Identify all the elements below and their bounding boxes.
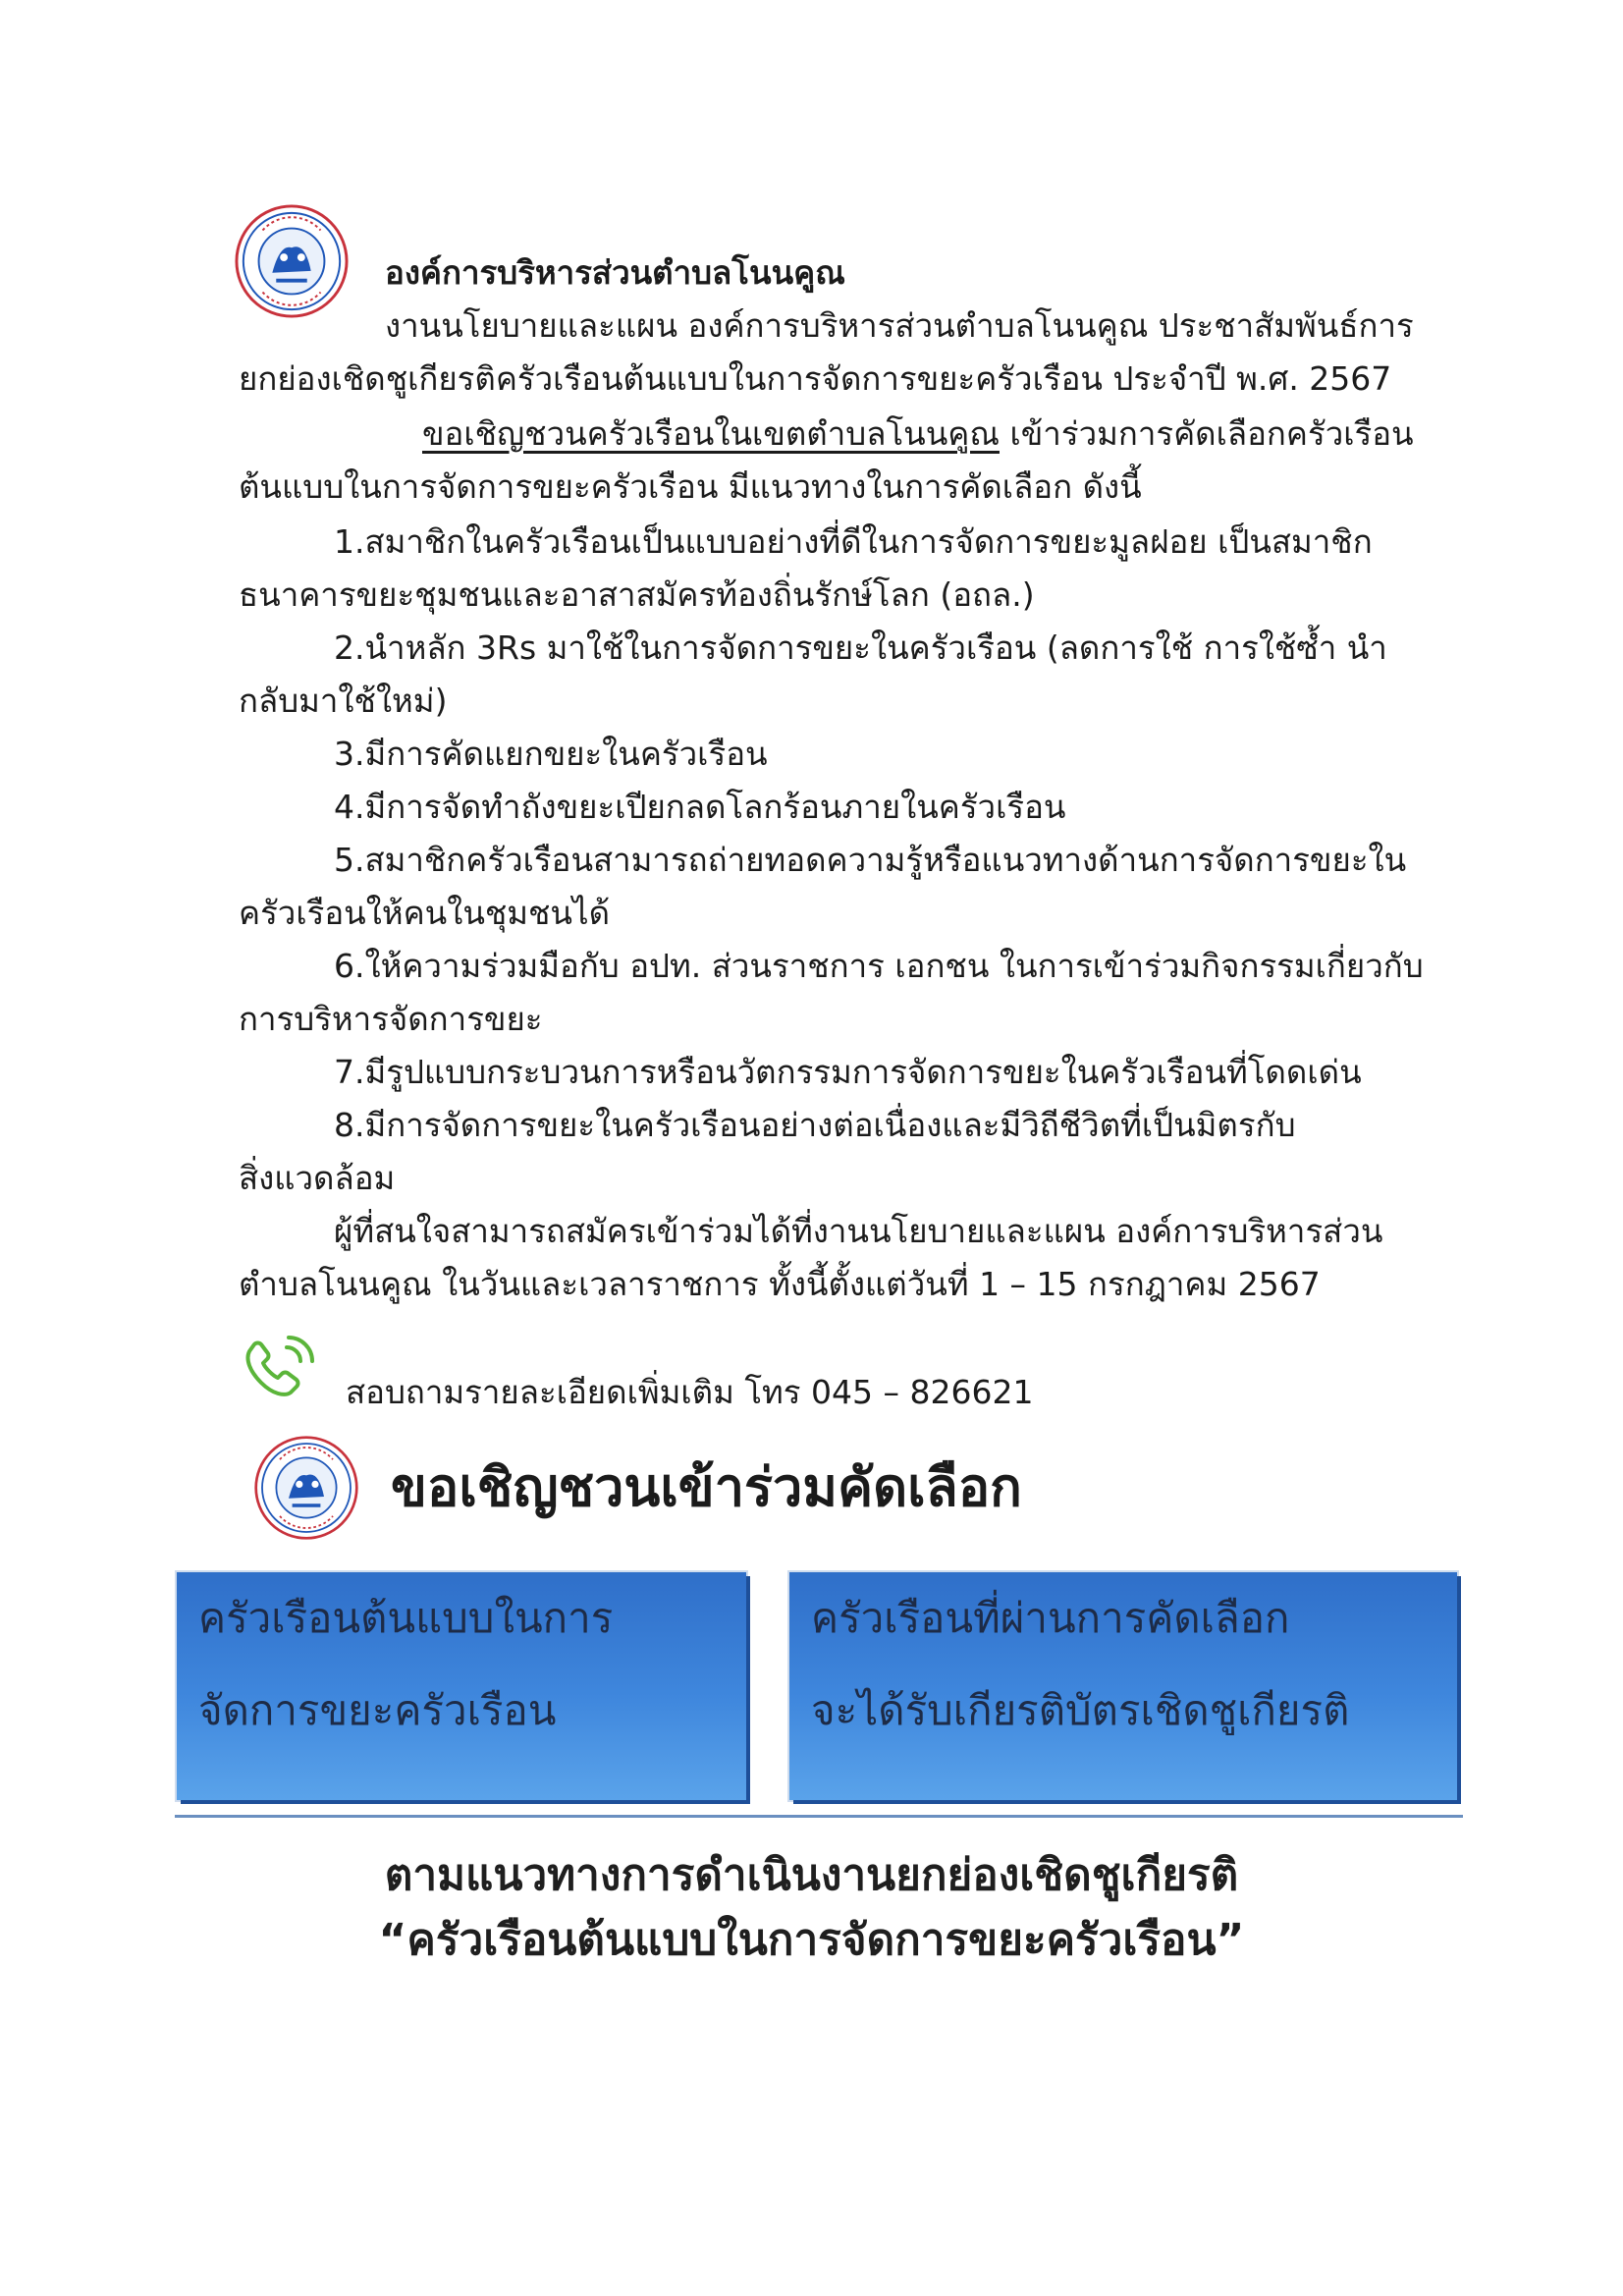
footer-line-2: “ครัวเรือนต้นแบบในการจัดการขยะครัวเรือน”	[378, 1915, 1245, 1965]
box-left-line-1: ครัวเรือนต้นแบบในการ	[198, 1594, 614, 1642]
criterion-line: 3.มีการคัดแยกขยะในครัวเรือน	[334, 735, 768, 773]
criterion-line: 1.สมาชิกในครัวเรือนเป็นแบบอย่างที่ดีในการจัดการขยะมูลฝอย เป็นสมาชิก	[334, 522, 1373, 561]
invite-line	[422, 409, 1414, 460]
org-seal-logo	[234, 203, 350, 319]
info-box-left	[177, 1572, 746, 1800]
seal-icon	[234, 203, 350, 319]
criterion-line: 2.นำหลัก 3Rs มาใช้ในการจัดการขยะในครัวเรือน (ลดการใช้ การใช้ซ้ำ นำ	[334, 629, 1387, 667]
criterion-line: สิ่งแวดล้อม	[239, 1159, 396, 1197]
invite-heading: ขอเชิญชวนเข้าร่วมคัดเลือก	[391, 1456, 1022, 1518]
criterion-line: 6.ให้ความร่วมมือกับ อปท. ส่วนราชการ เอกชน ในการเข้าร่วมกิจกรรมเกี่ยวกับ	[334, 947, 1424, 985]
box-right-line-1: ครัวเรือนที่ผ่านการคัดเลือก	[811, 1594, 1290, 1642]
apply-line-1: ผู้ที่สนใจสามารถสมัครเข้าร่วมได้ที่งานนโยบายและแผน องค์การบริหารส่วน	[334, 1212, 1383, 1250]
invite-underlined: ขอเชิญชวนครัวเรือนในเขตตำบลโนนคูณ	[422, 414, 1000, 453]
box-left-line-2: จัดการขยะครัวเรือน	[198, 1686, 557, 1734]
footer-line-1: ตามแนวทางการดำเนินงานยกย่องเชิดชูเกียรติ	[384, 1850, 1239, 1900]
intro-line-1: งานนโยบายและแผน องค์การบริหารส่วนตำบลโนนคูณ ประชาสัมพันธ์การ	[385, 306, 1414, 345]
divider	[175, 1815, 1463, 1818]
phone-icon	[240, 1334, 318, 1398]
intro-line-2: ยกย่องเชิดชูเกียรติครัวเรือนต้นแบบในการจัดการขยะครัวเรือน ประจำปี พ.ศ. 2567	[239, 359, 1392, 398]
criterion-line: 4.มีการจัดทำถังขยะเปียกลดโลกร้อนภายในครัวเรือน	[334, 788, 1066, 826]
contact-phone: สอบถามรายละเอียดเพิ่มเติม โทร 045 – 826621	[346, 1373, 1034, 1411]
invite-rest: เข้าร่วมการคัดเลือกครัวเรือน	[999, 414, 1414, 453]
criterion-line: 7.มีรูปแบบกระบวนการหรือนวัตกรรมการจัดการขยะในครัวเรือนที่โดดเด่น	[334, 1053, 1362, 1091]
info-box-right	[789, 1572, 1457, 1800]
apply-line-2: ตำบลโนนคูณ ในวันและเวลาราชการ ทั้งนี้ตั้งแต่วันที่ 1 – 15 กรกฎาคม 2567	[239, 1265, 1321, 1303]
org-title: องค์การบริหารส่วนตำบลโนนคูณ	[385, 253, 845, 292]
org-seal-logo	[253, 1435, 359, 1541]
criterion-line: 5.สมาชิกครัวเรือนสามารถถ่ายทอดความรู้หรือแนวทางด้านการจัดการขยะใน	[334, 841, 1407, 879]
criterion-line: กลับมาใช้ใหม่)	[239, 682, 448, 720]
criterion-line: ธนาคารขยะชุมชนและอาสาสมัครท้องถิ่นรักษ์โลก (อถล.)	[239, 575, 1035, 614]
box-right-line-2: จะได้รับเกียรติบัตรเชิดชูเกียรติ	[811, 1686, 1350, 1734]
criterion-line: ครัวเรือนให้คนในชุมชนได้	[239, 894, 611, 932]
invite-line-2: ต้นแบบในการจัดการขยะครัวเรือน มีแนวทางในการคัดเลือก ดังนี้	[239, 467, 1142, 506]
criterion-line: 8.มีการจัดการขยะในครัวเรือนอย่างต่อเนื่องและมีวิถีชีวิตที่เป็นมิตรกับ	[334, 1106, 1296, 1144]
criterion-line: การบริหารจัดการขยะ	[239, 1000, 543, 1038]
seal-icon	[253, 1435, 359, 1541]
